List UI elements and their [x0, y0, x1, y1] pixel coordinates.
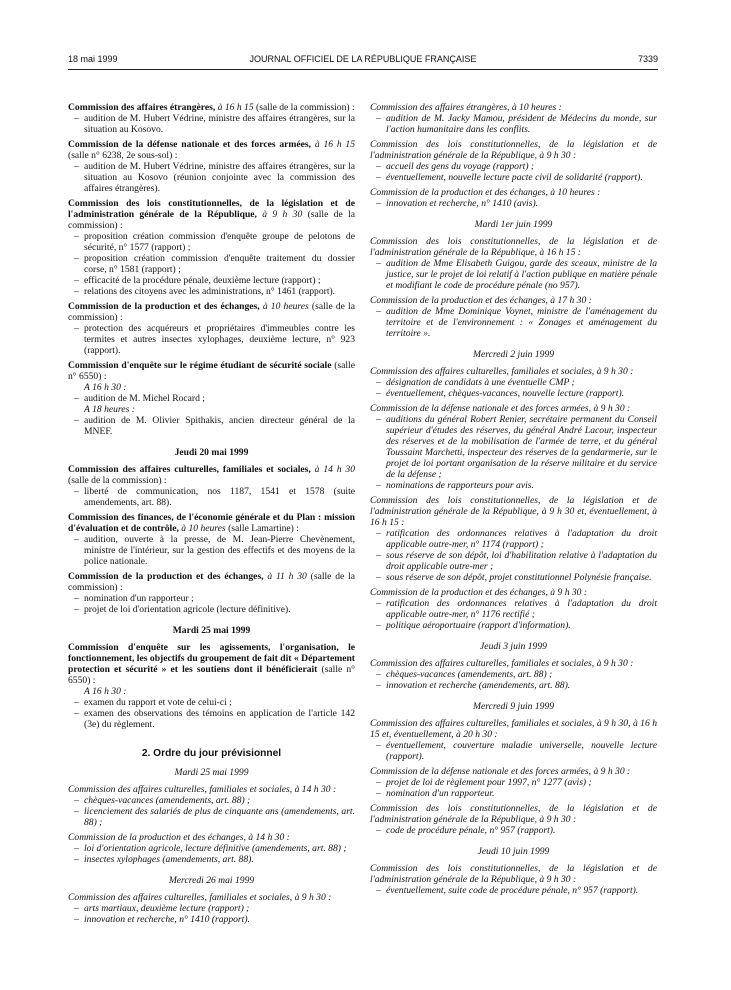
committee-name: Commission des affaires culturelles, familiales et sociales, à 14 h 30 :	[68, 784, 337, 795]
meeting-room: (salle de la commission) :	[68, 571, 355, 593]
agenda-item: – ratification des ordonnances relatives à l'adaptation du droit applicable outre-mer, n° 1174 (rapport) ;	[370, 528, 657, 550]
agenda-item: – audition de M. Jacky Mamou, président de Médecins du monde, sur l'action humanitaire dans les conflits.	[370, 113, 657, 135]
agenda-entry	[370, 139, 657, 183]
committee-name: Commission d'enquête sur le régime étudiant de sécurité sociale	[68, 360, 332, 371]
meeting-room: (salle de la commission) :	[68, 209, 355, 231]
agenda-entry	[370, 187, 657, 209]
committee-name: Commission de la défense nationale et des forces armées, à 9 h 30 :	[370, 403, 631, 414]
day-heading: Jeudi 20 mai 1999	[174, 447, 249, 458]
agenda-item: – innovation et recherche, n° 1410 (rapport).	[68, 914, 355, 925]
agenda-item: – insectes xylophages (amendements, art. 88).	[68, 854, 355, 865]
agenda-item: – proposition création commission d'enquête traitement du dossier corse, n° 1581 (rapport) ;	[68, 253, 355, 275]
agenda-entry	[68, 571, 355, 615]
meeting-room: (salle de la commission) :	[68, 475, 167, 486]
meeting-time: à 9 h 30	[256, 209, 308, 220]
agenda-item: – sous réserve de son dépôt, projet constitutionnel Polynésie française.	[370, 572, 657, 583]
agenda-entry	[68, 139, 355, 194]
meeting-time: à 16 h 15	[311, 139, 356, 150]
committee-name: Commission de la défense nationale et des forces armées, à 9 h 30 :	[370, 766, 631, 777]
agenda-entry	[68, 642, 355, 730]
committee-name: Commission des affaires culturelles, familiales et sociales, à 9 h 30, à 16 h 15 et, éventuellement, à 20 h 30 :	[370, 718, 657, 740]
agenda-item: – auditions du général Robert Renier, secrétaire permanent du Conseil supérieur d'études des réserves, du général André Lacour, inspecteur des réserves et de la mobilisation de l'armée de terre, et du général Toussaint Marchetti, inspecteur des réserves de la gendarmerie, sur le projet de loi portant organisation de la réserve militaire et du service de la défense ;	[370, 414, 657, 480]
page-header	[68, 54, 658, 68]
committee-name: Commission des lois constitutionnelles, de la législation et de l'administration générale de la République,	[68, 198, 355, 220]
agenda-item: – éventuellement, suite code de procédure pénale, n° 957 (rapport).	[370, 885, 657, 896]
agenda-item: – audition, ouverte à la presse, de M. Jean-Pierre Chevènement, ministre de l'intérieur, sur la gestion des effectifs et des moyens de la police nationale.	[68, 534, 355, 567]
committee-name: Commission des lois constitutionnelles, de la législation et de l'administration générale de la République, à 9 h 30 et, éventuellement, à 16 h 15 :	[370, 495, 657, 528]
agenda-item: – proposition création commission d'enquête groupe de pelotons de sécurité, n° 1577 (rapport) ;	[68, 231, 355, 253]
agenda-entry	[68, 102, 355, 135]
committee-name: Commission des affaires étrangères, à 10 heures :	[370, 102, 562, 113]
agenda-entry	[68, 512, 355, 567]
meeting-room: (salle Lamartine) :	[228, 523, 299, 534]
agenda-entry	[370, 295, 657, 339]
agenda-item: – ratification des ordonnances relatives à l'adaptation du droit applicable outre-mer, n° 1176 rectifié ;	[370, 598, 657, 620]
agenda-item: – innovation et recherche, n° 1410 (avis).	[370, 198, 657, 209]
committee-name: Commission de la production et des échanges,	[68, 571, 264, 582]
agenda-item: – sous réserve de son dépôt, loi d'habilitation relative à l'adaptation du droit applicable outre-mer ;	[370, 550, 657, 572]
meeting-time: A 16 h 30 :	[84, 686, 127, 697]
left-column	[68, 102, 355, 929]
agenda-item: – relations des citoyens avec les administrations, n° 1461 (rapport).	[68, 286, 355, 297]
committee-name: Commission des lois constitutionnelles, de la législation et de l'administration générale de la République, à 16 h 15 :	[370, 236, 657, 258]
agenda-item: – audition de M. Hubert Védrine, ministre des affaires étrangères, sur la situation au Kosovo (réunion conjointe avec la commission des affaires étrangères).	[68, 161, 355, 194]
agenda-item: – nomination d'un rapporteur ;	[68, 593, 355, 604]
provisional-agenda	[68, 767, 355, 925]
day-heading: Mercredi 2 juin 1999	[472, 349, 555, 360]
day-heading: Jeudi 10 juin 1999	[477, 846, 550, 857]
committee-name: Commission de la production et des échanges, à 14 h 30 :	[68, 832, 290, 843]
agenda-item: – innovation et recherche (amendements, art. 88).	[370, 680, 657, 691]
header-page-number: 7339	[637, 54, 658, 64]
agenda-item: – audition de M. Olivier Spithakis, ancien directeur général de la MNEF.	[68, 415, 355, 437]
agenda-item: – audition de M. Michel Rocard ;	[68, 393, 355, 404]
agenda-entry	[68, 464, 355, 508]
committee-name: Commission des affaires culturelles, familiales et sociales, à 9 h 30 :	[68, 892, 332, 903]
header-date: 18 mai 1999	[68, 54, 118, 64]
agenda-item: – protection des acquéreurs et propriétaires d'immeubles contre les termites et autres insectes xylophages, deuxième lecture, n° 923 (rapport).	[68, 323, 355, 356]
day-heading: Mardi 1er juin 1999	[474, 219, 553, 230]
committee-name: Commission d'enquête sur les agissements, l'organisation, le fonctionnement, les objectifs du groupement de fait dit « Département protection et sécurité » et les soutiens dont il bénéficierait	[68, 642, 355, 675]
agenda-item: – projet de loi d'orientation agricole (lecture définitive).	[68, 604, 355, 615]
committee-name: Commission de la production et des échanges, à 10 heures :	[370, 187, 601, 198]
agenda-item: – arts martiaux, deuxième lecture (rapport) ;	[68, 903, 355, 914]
agenda-entry	[68, 892, 355, 925]
header-journal-title: JOURNAL OFFICIEL DE LA RÉPUBLIQUE FRANÇAISE	[249, 54, 477, 64]
agenda-item: – licenciement des salariés de plus de cinquante ans (amendements, art. 88) ;	[68, 806, 355, 828]
header-rule	[68, 69, 658, 70]
meeting-time: à 10 heures	[259, 301, 312, 312]
day-heading: Mercredi 9 juin 1999	[472, 701, 555, 712]
agenda-item: – code de procédure pénale, n° 957 (rapport).	[370, 825, 657, 836]
agenda-item: – efficacité de la procédure pénale, deuxième lecture (rapport) ;	[68, 275, 355, 286]
committee-name: Commission des affaires culturelles, familiales et sociales, à 9 h 30 :	[370, 366, 634, 377]
agenda-item: – nomination d'un rapporteur.	[370, 788, 657, 799]
meeting-room: (salle de la commission) :	[256, 102, 355, 113]
agenda-entry	[370, 658, 657, 691]
committee-name: Commission des lois constitutionnelles, de la législation et de l'administration générale de la République, à 9 h 30 :	[370, 803, 657, 825]
agenda-item: – audition de Mme Dominique Voynet, ministre de l'aménagement du territoire et de l'environnement : « Zonages et aménagement du territoire ».	[370, 306, 657, 339]
committee-name: Commission des lois constitutionnelles, de la législation et de l'administration générale de la République, à 9 h 30 :	[370, 863, 657, 885]
meeting-time: à 10 heures	[178, 523, 229, 534]
agenda-entry	[370, 236, 657, 291]
meeting-time: à 14 h 30	[310, 464, 355, 475]
agenda-item: – audition de M. Hubert Védrine, ministre des affaires étrangères, sur la situation au Kosovo.	[68, 113, 355, 135]
committee-name: Commission de la production et des échanges, à 17 h 30 :	[370, 295, 592, 306]
agenda-item: – désignation de candidats à une éventuelle CMP ;	[370, 377, 657, 388]
agenda-entry	[370, 102, 657, 135]
day-heading: Mardi 25 mai 1999	[172, 625, 251, 636]
agenda-item: – éventuellement, chèques-vacances, nouvelle lecture (rapport).	[370, 388, 657, 399]
committee-name: Commission des affaires culturelles, familiales et sociales,	[68, 464, 311, 475]
agenda-entry	[68, 832, 355, 865]
agenda-entry	[370, 863, 657, 896]
meeting-time: à 16 h 15	[215, 102, 257, 113]
meeting-time: A 16 h 30 :	[84, 382, 127, 393]
agenda-item: – loi d'orientation agricole, lecture définitive (amendements, art. 88) ;	[68, 843, 355, 854]
meeting-time: A 18 heures :	[84, 404, 135, 415]
meeting-room: (salle n° 6550) :	[68, 664, 355, 686]
section-title: 2. Ordre du jour prévisionnel	[141, 748, 282, 759]
agenda-item: – accueil des gens du voyage (rapport) ;	[370, 161, 657, 172]
committee-name: Commission de la production et des échanges, à 9 h 30 :	[370, 587, 588, 598]
agenda-item: – éventuellement, nouvelle lecture pacte civil de solidarité (rapport).	[370, 172, 657, 183]
committee-name: Commission de la production et des échanges,	[68, 301, 260, 312]
agenda-entry	[370, 366, 657, 399]
day-heading: Mardi 25 mai 1999	[174, 767, 249, 778]
agenda-item: – examen des observations des témoins en application de l'article 142 (3e) du règlement.	[68, 708, 355, 730]
agenda-item: – projet de loi de règlement pour 1997, n° 1277 (avis) ;	[370, 777, 657, 788]
agenda-item: – éventuellement, couverture maladie universelle, nouvelle lecture (rapport).	[370, 740, 657, 762]
agenda-entry	[370, 803, 657, 836]
meeting-room: (salle de la commission) :	[68, 301, 355, 323]
committee-name: Commission des affaires étrangères,	[68, 102, 216, 113]
agenda-item: – examen du rapport et vote de celui-ci ;	[68, 697, 355, 708]
agenda-item: – politique aéroportuaire (rapport d'information).	[370, 620, 657, 631]
agenda-item: – liberté de communication, nos 1187, 1541 et 1578 (suite amendements, art. 88).	[68, 486, 355, 508]
agenda-entry	[370, 495, 657, 583]
agenda-item: – nominations de rapporteurs pour avis.	[370, 480, 657, 491]
meeting-time: à 11 h 30	[263, 571, 311, 582]
agenda-entry	[68, 360, 355, 437]
committee-name: Commission des affaires culturelles, familiales et sociales, à 9 h 30 :	[370, 658, 634, 669]
agenda-entry	[68, 784, 355, 828]
agenda-entry	[370, 766, 657, 799]
agenda-entry	[68, 301, 355, 356]
meeting-room: (salle n° 6238, 2e sous-sol) :	[68, 150, 178, 161]
meeting-room: (salle n° 6550) :	[68, 360, 355, 382]
agenda-item: – chèques-vacances (amendements, art. 88) ;	[370, 669, 657, 680]
committee-name: Commission des lois constitutionnelles, de la législation et de l'administration générale de la République, à 9 h 30 :	[370, 139, 657, 161]
day-heading: Jeudi 3 juin 1999	[480, 641, 547, 652]
agenda-entry	[370, 718, 657, 762]
committee-name: Commission des finances, de l'économie générale et du Plan : mission d'évaluation et de contrôle,	[68, 512, 355, 534]
committee-name: Commission de la défense nationale et des forces armées,	[68, 139, 312, 150]
day-heading: Mercredi 26 mai 1999	[168, 875, 255, 886]
agenda-item: – audition de Mme Elisabeth Guigou, garde des sceaux, ministre de la justice, sur le projet de loi relatif à l'action publique en matière pénale et modifiant le code de procédure pénale (no 957).	[370, 258, 657, 291]
agenda-item: – chèques-vacances (amendements, art. 88) ;	[68, 795, 355, 806]
agenda-entry	[370, 403, 657, 491]
agenda-entry	[68, 198, 355, 297]
agenda-entry	[370, 587, 657, 631]
right-column	[370, 102, 657, 900]
